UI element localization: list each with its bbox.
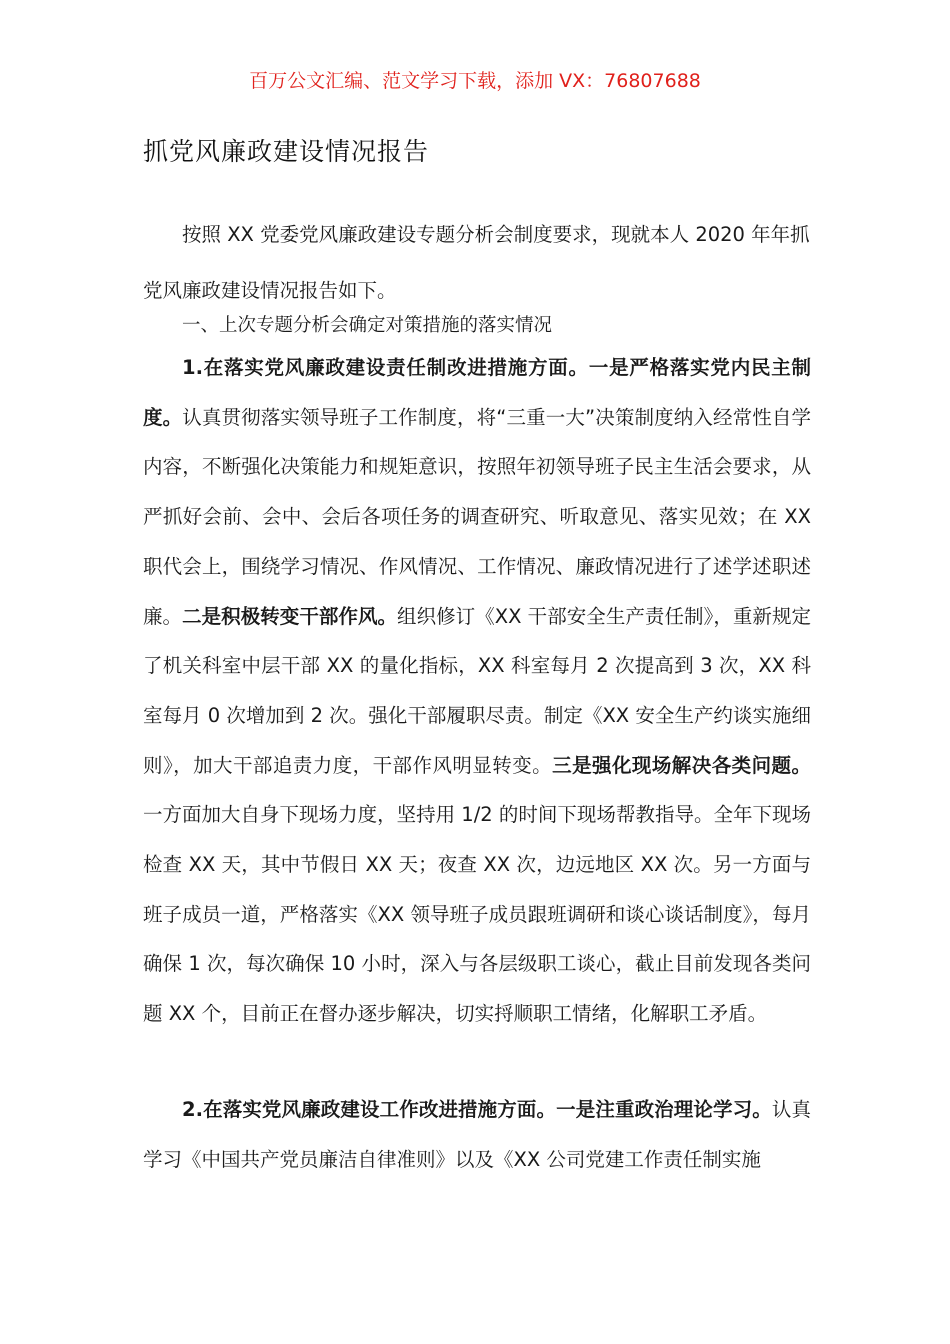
paragraph-1-text-3: 一方面加大自身下现场力度，坚持用 1/2 的时间下现场帮教指导。全年下现场检查 XX 天，其中节假日 XX 天；夜查 XX 次，边远地区 XX 次。另一方面与班子成员一道，严格落实《XX 领导班子成员跟班调研和谈心谈话制度》，每月确保 1 次，每次确保 10 小时，深入与各层级职工谈心，截止目前发现各类问题 XX 个，目前正在督办逐步解决，切实捋顺职工情绪，化解职工矛盾。	[143, 803, 811, 1026]
paragraph-2-lead: 2.在落实党风廉政建设工作改进措施方面。一是注重政治理论学习。	[182, 1098, 772, 1121]
paragraph-1-bold-3: 三是强化现场解决各类问题。	[552, 753, 811, 777]
paragraph-1-text-2: 组织修订《XX 干部安全生产责任制》，重新规定了机关科室中层干部 XX 的量化指标，XX 科室每月 2 次提高到 3 次，XX 科室每月 0 次增加到 2 次。强化干部履职尽责。制定《XX 安全生产约谈实施细则》，加大干部追责力度，干部作风明显转变。	[143, 604, 811, 777]
paragraph-1-text-1: 认真贯彻落实领导班子工作制度，将“三重一大”决策制度纳入经常性自学内容，不断强化决策能力和规矩意识，按照年初领导班子民主生活会要求，从严抓好会前、会中、会后各项任务的调查研究、听取意见、落实见效；在 XX 职代会上，围绕学习情况、作风情况、工作情况、廉政情况进行了述学述职述廉。	[143, 405, 811, 628]
paragraph-1	[143, 343, 811, 1039]
paragraph-2	[143, 1085, 811, 1184]
section-heading: 一、上次专题分析会确定对策措施的落实情况	[182, 315, 553, 336]
header-notice: 百万公文汇编、范文学习下载，添加 VX：76807688	[249, 70, 701, 92]
page-title: 抓党风廉政建设情况报告	[143, 137, 430, 166]
paragraph-1-lead: 1.在落实党风廉政建设责任制改进措施方面。一是严格落实党内民主制度。	[143, 356, 811, 429]
paragraph-1-bold-2: 二是积极转变干部作风。	[182, 604, 398, 628]
intro-paragraph: 按照 XX 党委党风廉政建设专题分析会制度要求，现就本人 2020 年年抓党风廉政建设情况报告如下。	[143, 223, 810, 302]
paragraph-2-text-1: 认真学习《中国共产党员廉洁自律准则》以及《XX 公司党建工作责任制实施	[143, 1098, 811, 1171]
